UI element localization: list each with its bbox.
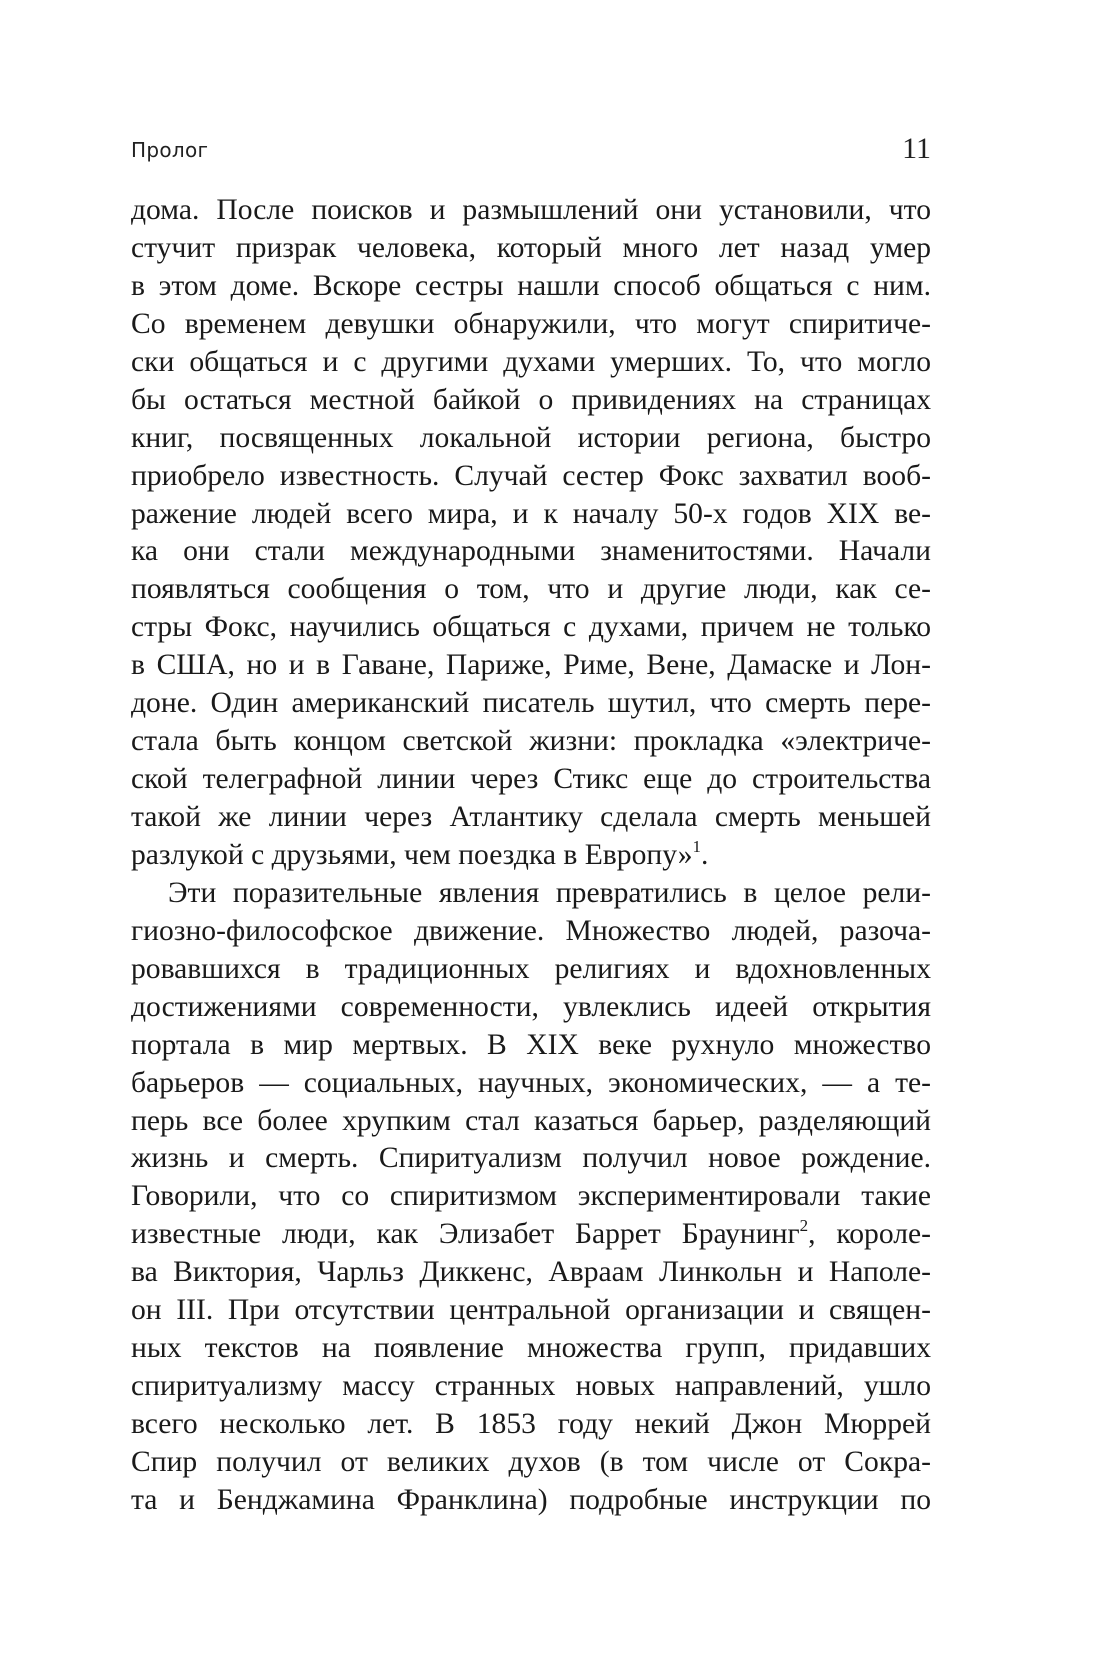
text-line: Эти поразительные явления превратились в целое рели- [168, 876, 931, 909]
text-line: приобрело известность. Случай сестер Фокс захватил вооб- [131, 459, 931, 492]
text-line: в США, но и в Гаване, Париже, Риме, Вене, Дамаске и Лон- [131, 649, 931, 682]
page-number: 11 [902, 132, 931, 165]
text-line: ской телеграфной линии через Стикс еще до строительства [131, 763, 931, 796]
text-line: ражение людей всего мира, и к началу 50-х годов XIX ве- [131, 497, 931, 530]
text-line: ски общаться и с другими духами умерших. То, что могло [131, 345, 931, 378]
text-line: в этом доме. Вскоре сестры нашли способ общаться с ним. [131, 269, 931, 302]
text-line: бы остаться местной байкой о привидениях на страницах [131, 383, 931, 416]
text-fragment: . [701, 838, 709, 871]
running-title: Пролог [131, 138, 209, 162]
text-line: Со временем девушки обнаружили, что могут спиритиче- [131, 307, 931, 340]
running-header [131, 132, 931, 172]
paragraph-2 [131, 875, 931, 1520]
footnote-reference-2[interactable]: 2 [799, 1216, 809, 1236]
text-fragment: разлукой с друзьями, чем поездка в Европу» [131, 838, 693, 871]
text-line: достижениями современности, увлеклись идеей открытия [131, 990, 931, 1023]
text-line: та и Бенджамина Франклина) подробные инструкции по [131, 1483, 931, 1516]
text-line: он III. При отсутствии центральной организации и священ- [131, 1294, 931, 1327]
text-line [131, 837, 931, 875]
text-line: ва Виктория, Чарльз Диккенс, Авраам Линкольн и Наполе- [131, 1256, 931, 1289]
text-line: перь все более хрупким стал казаться барьер, разделяющий [131, 1104, 931, 1137]
text-line: Говорили, что со спиритизмом экспериментировали такие [131, 1180, 931, 1213]
text-line [131, 1216, 931, 1254]
text-line: доне. Один американский писатель шутил, что смерть пере- [131, 687, 931, 720]
text-line: такой же линии через Атлантику сделала смерть меньшей [131, 801, 931, 833]
text-line: гиозно-философское движение. Множество людей, разоча- [131, 914, 931, 947]
text-line: появляться сообщения о том, что и другие люди, как се- [131, 573, 931, 606]
text-line: дома. После поисков и размышлений они установили, что [131, 194, 931, 226]
text-line: спиритуализму массу странных новых направлений, ушло [131, 1370, 931, 1403]
text-line: ных текстов на появление множества групп, придавших [131, 1332, 931, 1365]
text-line: стала быть концом светской жизни: прокладка «электриче- [131, 725, 931, 758]
text-line: портала в мир мертвых. В XIX веке рухнуло множество [131, 1028, 931, 1061]
text-line: ка они стали международными знаменитостями. Начали [131, 535, 931, 568]
text-line: барьеров — социальных, научных, экономических, — а те- [131, 1066, 931, 1099]
text-fragment: , короле- [808, 1218, 931, 1251]
paragraph-1 [131, 192, 931, 875]
text-line: книг, посвященных локальной истории региона, быстро [131, 421, 931, 454]
text-line: ровавшихся в традиционных религиях и вдохновленных [131, 952, 931, 985]
text-line: стры Фокс, научились общаться с духами, причем не только [131, 611, 931, 644]
footnote-reference-1[interactable]: 1 [692, 836, 702, 856]
text-line: жизнь и смерть. Спиритуализм получил новое рождение. [131, 1142, 931, 1175]
body-text [131, 192, 931, 1520]
text-line: Спир получил от великих духов (в том числе от Сокра- [131, 1445, 931, 1478]
text-line: стучит призрак человека, который много лет назад умер [131, 231, 931, 264]
text-fragment: известные люди, как Элизабет Баррет Браунинг [131, 1218, 800, 1251]
text-line: всего несколько лет. В 1853 году некий Джон Мюррей [131, 1408, 931, 1440]
